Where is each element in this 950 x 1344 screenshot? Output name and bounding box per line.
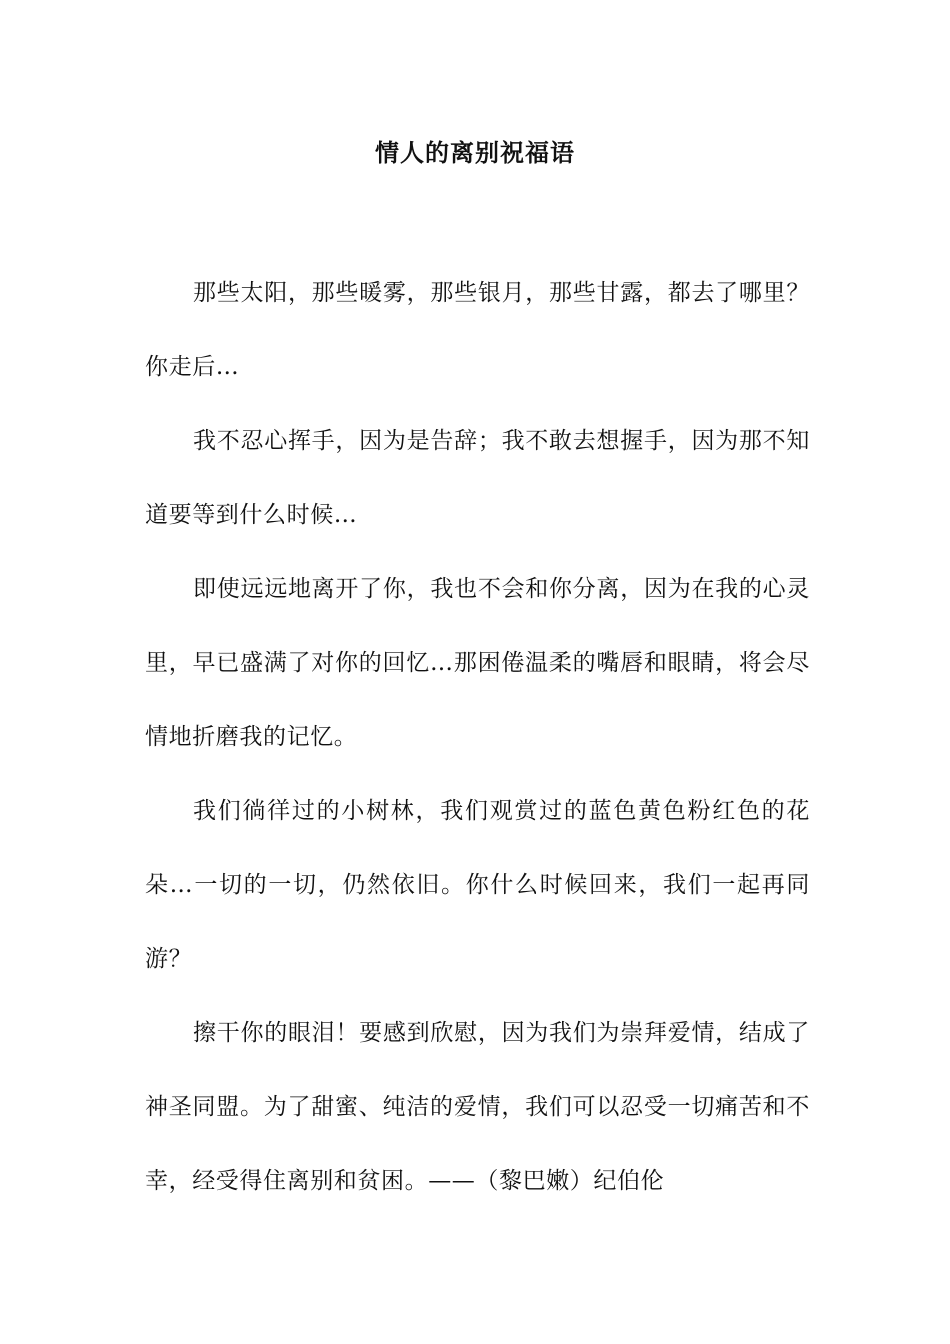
document-body [145,256,810,1218]
document-title: 情人的离别祝福语 [375,138,575,167]
paragraph: 那些太阳，那些暖雾，那些银月，那些甘露，都去了哪里？你走后… [145,280,810,380]
paragraph: 擦干你的眼泪！要感到欣慰，因为我们为崇拜爱情，结成了神圣同盟。为了甜蜜、纯洁的爱情，我们可以忍受一切痛苦和不幸，经受得住离别和贫困。——（黎巴嫩）纪伯伦 [145,1020,810,1194]
paragraph: 我们徜徉过的小树林，我们观赏过的蓝色黄色粉红色的花朵…一切的一切，仍然依旧。你什么时候回来，我们一起再同游？ [145,798,810,972]
paragraph: 即使远远地离开了你，我也不会和你分离，因为在我的心灵里，早已盛满了对你的回忆…那困倦温柔的嘴唇和眼睛，将会尽情地折磨我的记忆。 [145,576,810,750]
paragraph: 我不忍心挥手，因为是告辞；我不敢去想握手，因为那不知道要等到什么时候… [145,428,810,528]
